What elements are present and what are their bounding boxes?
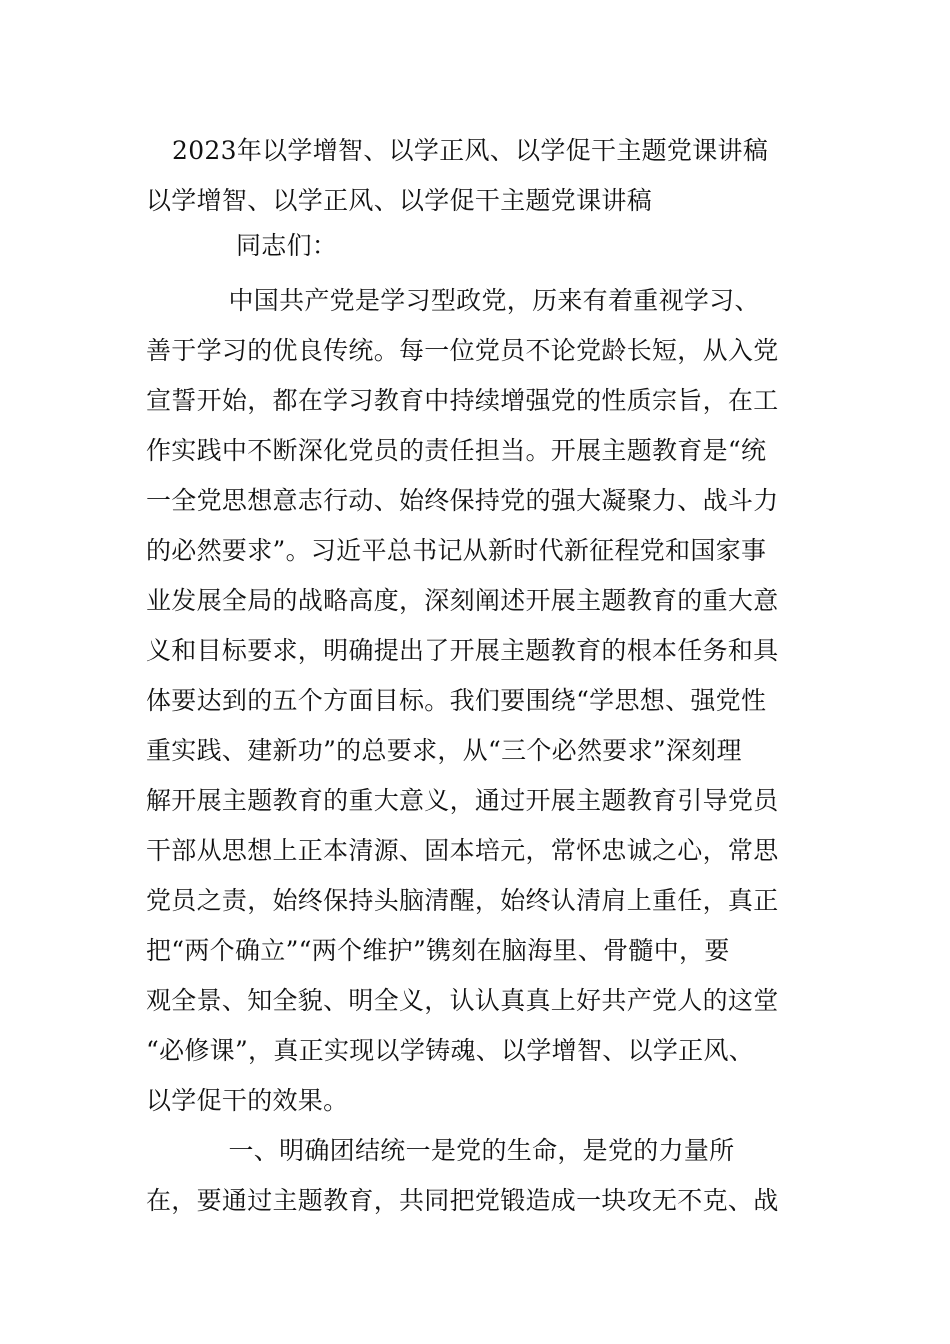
paragraph-1-line: 作实践中不断深化党员的责任担当。开展主题教育是“统 [146,436,767,465]
greeting: 同志们： [236,231,338,260]
document-title: 2023年以学增智、以学正风、以学促干主题党课讲稿 [172,136,769,165]
paragraph-1-line: 一全党思想意志行动、始终保持党的强大凝聚力、战斗力 [146,486,779,515]
paragraph-1-line: 中国共产党是学习型政党，历来有着重视学习、 [146,286,760,315]
document-subtitle: 以学增智、以学正风、以学促干主题党课讲稿 [146,186,653,215]
paragraph-1-line: 善于学习的优良传统。每一位党员不论党龄长短，从入党 [146,336,779,365]
paragraph-1-line: “必修课”，真正实现以学铸魂、以学增智、以学正风、 [146,1036,755,1065]
paragraph-1-line: 干部从思想上正本清源、固本培元，常怀忠诚之心，常思 [146,836,779,865]
paragraph-2-line: 一、明确团结统一是党的生命，是党的力量所 [146,1136,735,1165]
paragraph-1-line: 的必然要求”。习近平总书记从新时代新征程党和国家事 [146,536,767,565]
paragraph-1-line: 义和目标要求，明确提出了开展主题教育的根本任务和具 [146,636,779,665]
paragraph-1-line: 观全景、知全貌、明全义，认认真真上好共产党人的这堂 [146,986,779,1015]
paragraph-1-line: 解开展主题教育的重大意义，通过开展主题教育引导党员 [146,786,779,815]
paragraph-1-line: 宣誓开始，都在学习教育中持续增强党的性质宗旨，在工 [146,386,779,415]
paragraph-1-line: 党员之责，始终保持头脑清醒，始终认清肩上重任，真正 [146,886,779,915]
paragraph-1-line: 体要达到的五个方面目标。我们要围绕“学思想、强党性 [146,686,767,715]
paragraph-1-line: 重实践、建新功”的总要求，从“三个必然要求”深刻理 [146,736,742,765]
paragraph-2-line: 在，要通过主题教育，共同把党锻造成一块攻无不克、战 [146,1186,779,1215]
paragraph-1-line: 以学促干的效果。 [146,1086,349,1115]
paragraph-1-line: 把“两个确立”“两个维护”镌刻在脑海里、骨髓中，要 [146,936,730,965]
paragraph-1-line: 业发展全局的战略高度，深刻阐述开展主题教育的重大意 [146,586,779,615]
